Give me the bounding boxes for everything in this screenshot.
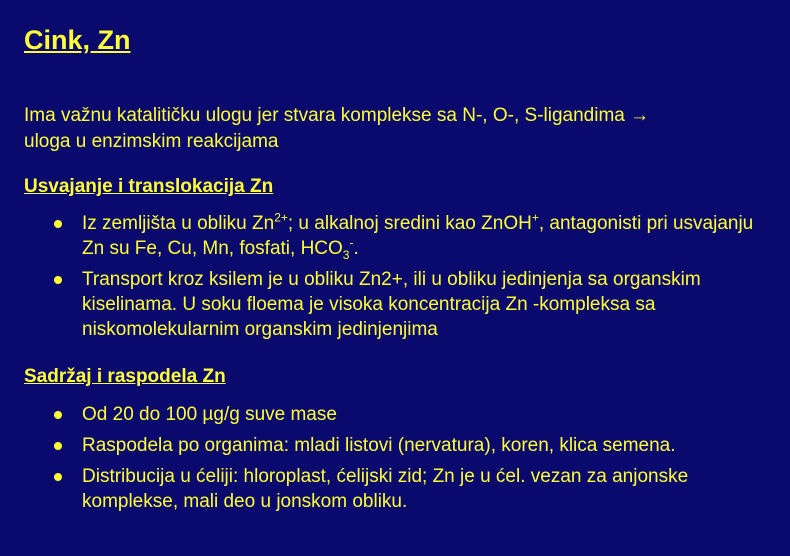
list-item bbox=[0, 433, 790, 458]
bullet-icon bbox=[54, 276, 62, 284]
item-text: Raspodela po organima: mladi listovi (nervatura), koren, klica semena. bbox=[82, 435, 676, 456]
arrow-icon: → bbox=[630, 105, 650, 126]
item-text-part: ; u alkalnoj sredini kao ZnOH bbox=[287, 213, 532, 234]
item-text: Od 20 do 100 µg/g suve mase bbox=[82, 404, 337, 425]
bullet-icon bbox=[54, 473, 62, 481]
superscript-charge: + bbox=[531, 210, 539, 225]
section-heading-content: Sadržaj i raspodela Zn bbox=[24, 366, 226, 387]
superscript-charge: 2+ bbox=[274, 210, 288, 225]
item-text-part: , antagonisti pri usvajanju Zn su Fe, Cu, Mn, fosfati, HCO bbox=[82, 213, 754, 259]
content-bullet-list bbox=[0, 402, 790, 520]
intro-text-2: uloga u enzimskim reakcijama bbox=[24, 131, 279, 152]
intro-text: Ima važnu katalitičku ulogu jer stvara komplekse sa N-, O-, S-ligandima bbox=[24, 105, 625, 126]
bullet-icon bbox=[54, 220, 62, 228]
section-heading-uptake: Usvajanje i translokacija Zn bbox=[24, 176, 274, 197]
list-item bbox=[0, 464, 790, 514]
list-item bbox=[0, 267, 790, 342]
item-text-part: . bbox=[353, 238, 359, 259]
subscript-index: 3 bbox=[342, 247, 350, 262]
superscript-charge: - bbox=[349, 235, 354, 250]
item-text: Transport kroz ksilem je u obliku Zn2+, ili u obliku jedinjenja sa organskim kiselinama. U soku floema je visoka koncentracija Zn -kompleksa sa niskomolekularnim organskim jedinjenjima bbox=[82, 269, 701, 340]
list-item bbox=[0, 402, 790, 427]
bullet-icon bbox=[54, 442, 62, 450]
intro-paragraph bbox=[24, 103, 774, 155]
item-text-part: Iz zemljišta u obliku Zn bbox=[82, 213, 275, 234]
slide-title: Cink, Zn bbox=[24, 25, 131, 55]
item-text: Distribucija u ćeliji: hloroplast, ćelijski zid; Zn je u ćel. vezan za anjonske komplekse, mali deo u jonskom obliku. bbox=[82, 466, 689, 512]
uptake-bullet-list bbox=[0, 211, 790, 348]
list-item bbox=[0, 211, 790, 261]
bullet-icon bbox=[54, 411, 62, 419]
